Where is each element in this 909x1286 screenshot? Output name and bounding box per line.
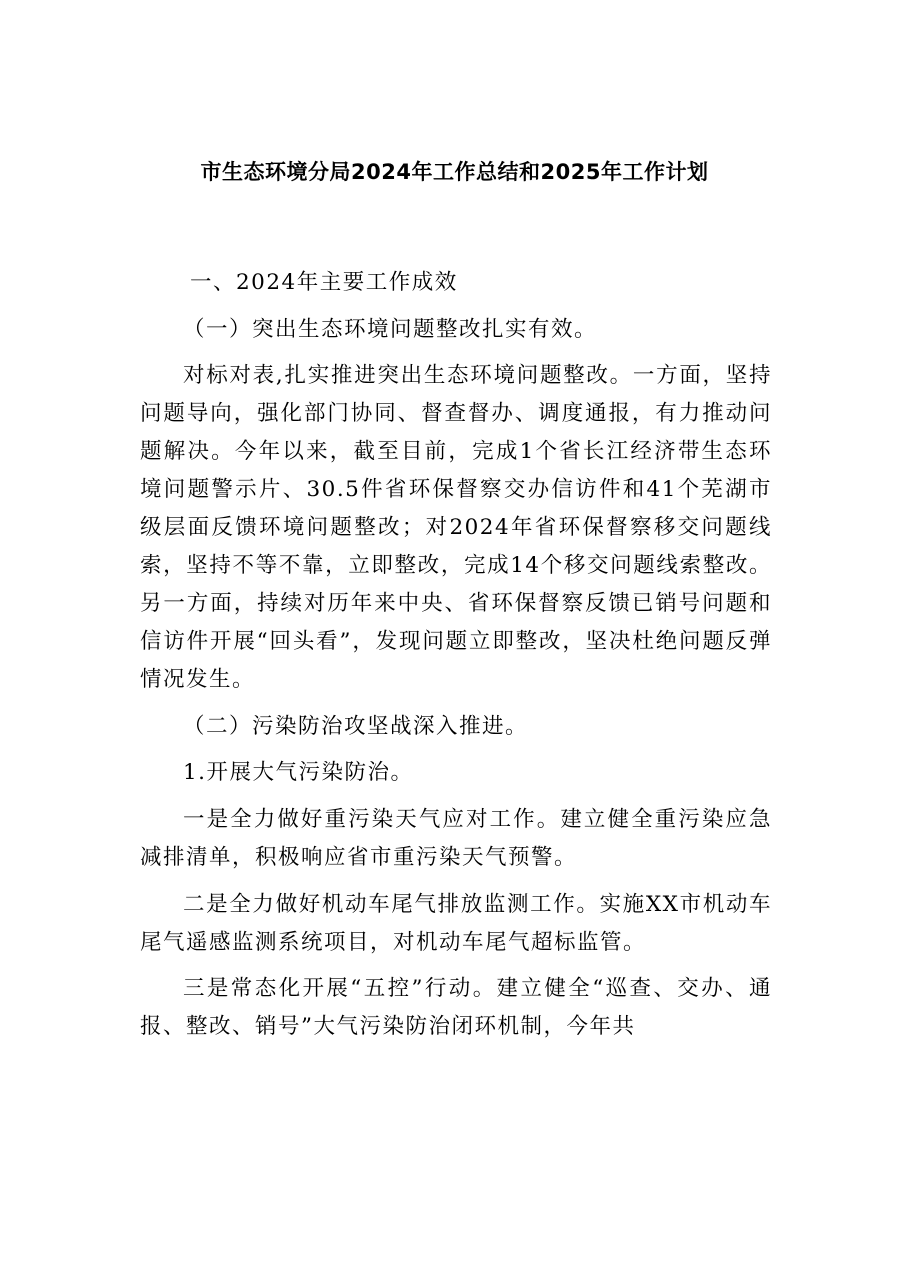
document-title: 市生态环境分局2024年工作总结和2025年工作计划 bbox=[200, 160, 709, 184]
item-heading: 1.开展大气污染防治。 bbox=[183, 760, 414, 786]
subsection-heading: （一）突出生态环境问题整改扎实有效。 bbox=[183, 316, 598, 342]
section-heading: 一、2024年主要工作成效 bbox=[190, 270, 458, 295]
body-paragraph: 一是全力做好重污染天气应对工作。建立健全重污染应急减排清单，积极响应省市重污染天气预警。 bbox=[140, 806, 772, 870]
body-paragraph: 三是常态化开展“五控”行动。建立健全“巡查、交办、通报、整改、销号”大气污染防治闭环机制，今年共 bbox=[140, 976, 772, 1040]
body-paragraph: 二是全力做好机动车尾气排放监测工作。实施XX市机动车尾气遥感监测系统项目，对机动车尾气超标监管。 bbox=[140, 891, 772, 955]
body-paragraph: 对标对表,扎实推进突出生态环境问题整改。一方面，坚持问题导向，强化部门协同、督查督办、调度通报，有力推动问题解决。今年以来，截至目前，完成1个省长江经济带生态环境问题警示片、30.5件省环保督察交办信访件和41个芜湖市级层面反馈环境问题整改；对2024年省环保督察移交问题线索，坚持不等不靠，立即整改，完成14个移交问题线索整改。另一方面，持续对历年来中央、省环保督察反馈已销号问题和信访件开展“回头看”，发现问题立即整改，坚决杜绝问题反弹情况发生。 bbox=[140, 363, 772, 693]
subsection-heading: （二）污染防治攻坚战深入推进。 bbox=[183, 713, 529, 739]
document-body bbox=[140, 264, 772, 1055]
